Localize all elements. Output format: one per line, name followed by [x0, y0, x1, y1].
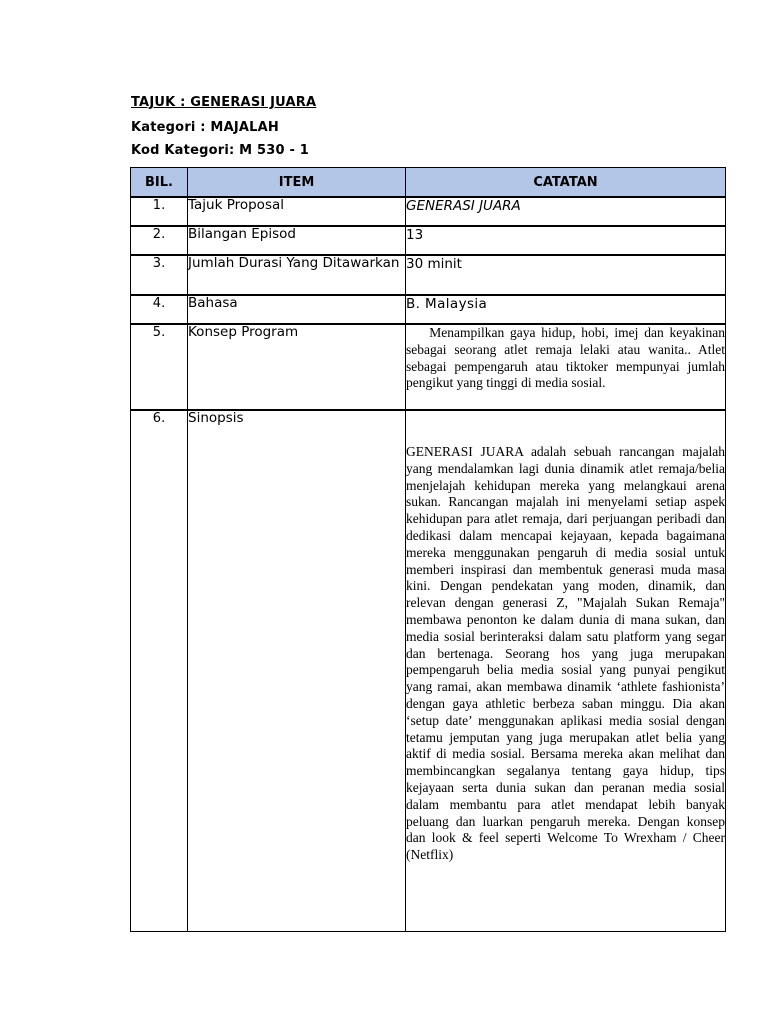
table-row — [131, 255, 726, 295]
table-row — [131, 410, 726, 932]
row-number: 4. — [131, 295, 188, 324]
row-item: Tajuk Proposal — [188, 197, 406, 226]
table-header-row — [131, 168, 726, 198]
row-note: GENERASI JUARA adalah sebuah rancangan majalah yang mendalamkan lagi dunia dinamik atlet remaja/belia menjelajah kehidupan mereka yang melangkaui arena sukan. Rancangan majalah ini menyelami setiap aspek kehidupan para atlet remaja, dari perjuangan peribadi dan dedikasi dalam mencapai kejayaan, kepada bagaimana mereka menggunakan pengaruh di media sosial untuk memberi inspirasi dan membentuk generasi muda masa kini. Dengan pendekatan yang moden, dinamik, dan relevan dengan generasi Z, "Majalah Sukan Remaja" membawa penonton ke dalam dunia di mana sukan, dan media sosial berinteraksi dalam satu platform yang segar dan bertenaga. Seorang hos yang juga merupakan pempengaruh belia media sosial yang punyai pengikut yang ramai, akan membawa dinamik ‘athlete fashionista’ dengan gaya athletic berbeza saban minggu. Dia akan ‘setup date’ menggunakan aplikasi media sosial dengan tetamu jemputan yang juga merupakan atlet belia yang aktif di media sosial. Bersama mereka akan melihat dan membincangkan segalanya tentang gaya hidup, tips kejayaan serta dunia sukan dan peranan media sosial dalam membantu para atlet mendapat lebih banyak peluang dan luarkan pengaruh mereka. Dengan konsep dan look & feel seperti Welcome To Wrexham / Cheer (Netflix) — [406, 444, 725, 863]
table-row — [131, 197, 726, 226]
row-note: B. Malaysia — [406, 295, 726, 324]
row-number: 5. — [131, 324, 188, 410]
row-number: 3. — [131, 255, 188, 295]
column-header-catatan: CATATAN — [406, 168, 726, 198]
row-item: Konsep Program — [188, 324, 406, 410]
row-note: 30 minit — [406, 255, 726, 295]
row-item: Jumlah Durasi Yang Ditawarkan — [188, 255, 406, 295]
table-row — [131, 295, 726, 324]
category-code-line: Kod Kategori: M 530 - 1 — [131, 143, 310, 158]
table-row — [131, 324, 726, 410]
row-note-cell — [406, 410, 726, 932]
row-note: 13 — [406, 226, 726, 255]
row-number: 2. — [131, 226, 188, 255]
row-number: 6. — [131, 410, 188, 932]
document-title: TAJUK : GENERASI JUARA — [131, 95, 317, 110]
spacer — [406, 411, 725, 444]
column-header-bil: BIL. — [131, 168, 188, 198]
column-header-item: ITEM — [188, 168, 406, 198]
category-line: Kategori : MAJALAH — [131, 120, 279, 135]
proposal-table — [130, 167, 729, 932]
row-note: GENERASI JUARA — [406, 197, 726, 226]
row-item: Sinopsis — [188, 410, 406, 932]
row-item: Bahasa — [188, 295, 406, 324]
row-note: Menampilkan gaya hidup, hobi, imej dan keyakinan sebagai seorang atlet remaja lelaki atau wanita.. Atlet sebagai pempengaruh atau tiktoker mempunyai jumlah pengikut yang tinggi di media sosial. — [406, 324, 726, 410]
table-row — [131, 226, 726, 255]
row-item: Bilangan Episod — [188, 226, 406, 255]
row-number: 1. — [131, 197, 188, 226]
